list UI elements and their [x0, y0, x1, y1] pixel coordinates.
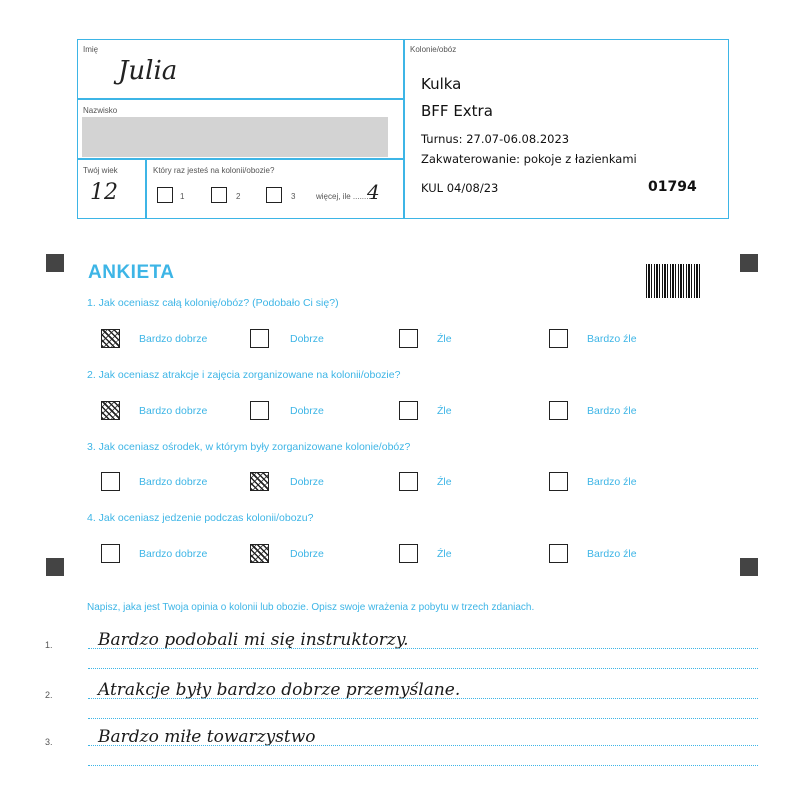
q2-option-1-checkbox[interactable]	[101, 401, 120, 420]
q1-option-4-checkbox[interactable]	[549, 329, 568, 348]
camp-program: BFF Extra	[421, 102, 493, 120]
registration-marker	[46, 558, 64, 576]
form-divider	[77, 98, 403, 100]
option-2-checkbox[interactable]	[211, 187, 227, 203]
dotted-line	[88, 648, 758, 649]
q3-option-4-checkbox[interactable]	[549, 472, 568, 491]
wiek-label: Twój wiek	[83, 166, 118, 175]
registration-marker	[46, 254, 64, 272]
imie-value[interactable]: Julia	[118, 56, 178, 86]
q4-option-2-checkbox[interactable]	[250, 544, 269, 563]
q1-option-2-label: Dobrze	[290, 333, 324, 345]
q1-option-4-label: Bardzo źle	[587, 333, 637, 345]
option-1-label: 1	[180, 192, 185, 201]
option-1-checkbox[interactable]	[157, 187, 173, 203]
q2-option-4-label: Bardzo źle	[587, 405, 637, 417]
q2-option-2-label: Dobrze	[290, 405, 324, 417]
q3-option-1-checkbox[interactable]	[101, 472, 120, 491]
option-3-label: 3	[291, 192, 296, 201]
form-divider-vertical	[403, 39, 405, 219]
camp-name: Kulka	[421, 75, 462, 93]
q3-option-4-label: Bardzo źle	[587, 476, 637, 488]
q2-option-2-checkbox[interactable]	[250, 401, 269, 420]
q1-option-1-checkbox[interactable]	[101, 329, 120, 348]
form-divider	[145, 158, 147, 219]
turnus: Turnus: 27.07-06.08.2023	[421, 132, 570, 146]
zakwaterowanie: Zakwaterowanie: pokoje z łazienkami	[421, 152, 637, 166]
q4-option-1-label: Bardzo dobrze	[139, 548, 208, 560]
question-2: 2. Jak oceniasz atrakcje i zajęcia zorganizowane na kolonii/obozie?	[87, 369, 401, 381]
q3-option-3-label: Źle	[437, 476, 452, 488]
q1-option-3-checkbox[interactable]	[399, 329, 418, 348]
option-2-label: 2	[236, 192, 241, 201]
q1-option-3-label: Źle	[437, 333, 452, 345]
form-number: 01794	[648, 179, 697, 195]
q1-option-2-checkbox[interactable]	[250, 329, 269, 348]
dotted-line	[88, 668, 758, 669]
imie-label: Imię	[83, 45, 99, 54]
opinion-answer-1[interactable]: Bardzo podobali mi się instruktorzy.	[98, 630, 409, 650]
q3-option-2-label: Dobrze	[290, 476, 324, 488]
q4-option-3-label: Źle	[437, 548, 452, 560]
kolonie-label: Kolonie/obóz	[410, 45, 457, 54]
q4-option-4-label: Bardzo źle	[587, 548, 637, 560]
ktory-raz-label: Który raz jesteś na kolonii/obozie?	[153, 166, 275, 175]
opinion-prompt: Napisz, jaka jest Twoja opinia o kolonii lub obozie. Opisz swoje wrażenia z pobytu w trzech zdaniach.	[87, 602, 535, 613]
redacted-surname	[82, 117, 388, 157]
wiecej-label: więcej, ile ..........	[316, 192, 376, 201]
opinion-answer-3[interactable]: Bardzo miłe towarzystwo	[98, 727, 316, 747]
question-1: 1. Jak oceniasz całą kolonię/obóz? (Podobało Ci się?)	[87, 297, 339, 309]
dotted-line	[88, 698, 758, 699]
q3-option-3-checkbox[interactable]	[399, 472, 418, 491]
barcode	[646, 264, 700, 298]
line-number: 2.	[45, 690, 53, 700]
question-3: 3. Jak oceniasz ośrodek, w którym były zorganizowane kolonie/obóz?	[87, 441, 411, 453]
q2-option-3-label: Źle	[437, 405, 452, 417]
q3-option-1-label: Bardzo dobrze	[139, 476, 208, 488]
registration-marker	[740, 254, 758, 272]
opinion-answer-2[interactable]: Atrakcje były bardzo dobrze przemyślane.	[98, 680, 461, 700]
q1-option-1-label: Bardzo dobrze	[139, 333, 208, 345]
nazwisko-label: Nazwisko	[83, 106, 118, 115]
dotted-line	[88, 718, 758, 719]
q4-option-4-checkbox[interactable]	[549, 544, 568, 563]
q2-option-3-checkbox[interactable]	[399, 401, 418, 420]
camp-code: KUL 04/08/23	[421, 181, 499, 195]
form-divider	[77, 158, 403, 160]
line-number: 1.	[45, 640, 53, 650]
line-number: 3.	[45, 737, 53, 747]
survey-title: ANKIETA	[88, 262, 175, 283]
wiek-value[interactable]: 12	[90, 180, 118, 205]
question-4: 4. Jak oceniasz jedzenie podczas kolonii/obozu?	[87, 512, 314, 524]
q2-option-4-checkbox[interactable]	[549, 401, 568, 420]
q4-option-2-label: Dobrze	[290, 548, 324, 560]
dotted-line	[88, 765, 758, 766]
q2-option-1-label: Bardzo dobrze	[139, 405, 208, 417]
registration-marker	[740, 558, 758, 576]
dotted-line	[88, 745, 758, 746]
wiecej-value[interactable]: 4	[367, 180, 380, 204]
q4-option-3-checkbox[interactable]	[399, 544, 418, 563]
q3-option-2-checkbox[interactable]	[250, 472, 269, 491]
option-3-checkbox[interactable]	[266, 187, 282, 203]
q4-option-1-checkbox[interactable]	[101, 544, 120, 563]
